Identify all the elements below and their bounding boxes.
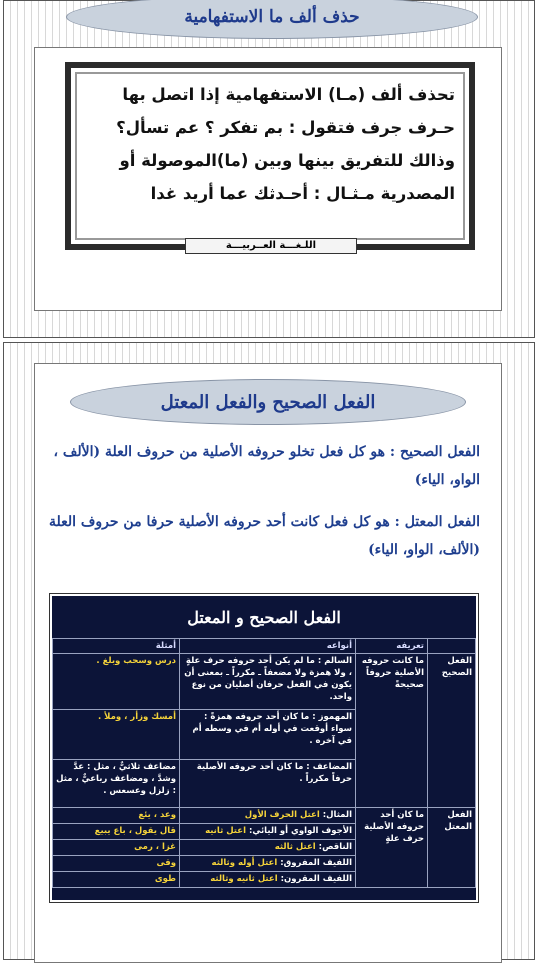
definition-text: : هو كل فعل كانت أحد حروفه الأصلية حرفا من حروف العلة (الألف، الواو، الياء) [48,514,480,558]
definition-label: الفعل المعتل [404,514,480,530]
type-text: : ما كان أحد حروفه همزةً : سواء أوقعت في أوله أم في وسطه أم في آخره . [192,712,352,746]
type-label: المهموز [318,712,352,722]
category-cell: الفعل المعتل [428,808,476,888]
type-cell [180,654,356,710]
category-cell: الفعل الصحيح [428,654,476,808]
type-label: اللفيف المقرون: [280,874,352,884]
card2-title: الفعل الصحيح والفعل المعتل [160,391,376,413]
framed-text-box [65,62,475,250]
definition-label: الفعل الصحيح [399,444,480,460]
card1-content-panel [34,47,502,311]
type-label: المضاعف [312,762,352,772]
framed-line: تحذف ألف (مـا) الاستفهامية إذا اتصل بها [122,85,455,104]
lesson-card-1 [3,0,535,338]
example-cell: طوى [53,872,180,888]
type-text: اعتل الحرف الأول [244,810,320,820]
table-header-row [53,639,476,654]
card2-title-banner [70,379,466,425]
definition-text: : هو كل فعل تخلو حروفه الأصلية من حروف العلة (الألف ، الواو، الياء) [53,444,480,488]
type-text: : ما لم يكن أحد حروفه حرف علةٍ ، ولا همزة ولا مضعفاً ـ مكرراً ـ بمعنى أن يكون في الفعل حرفان أصليان من نوع واحد. [184,656,352,702]
type-cell [180,808,356,824]
type-label: الناقص: [318,842,352,852]
type-cell [180,824,356,840]
type-label: السالم [324,656,352,666]
example-cell: أمسك وزأر ، وملأ . [53,710,180,760]
type-text: اعتل ثانيه وثالثه [210,874,278,884]
verbs-table [50,594,478,902]
definition-mutal [40,508,480,564]
type-text: اعتل أوله وثالثه [211,858,278,868]
type-cell [180,856,356,872]
header-cell: أمثلة [53,639,180,654]
example-cell: مضاعف ثلاثيٌّ ، مثل : عدَّ وشدَّ ، ومضاعف رباعيٌّ ، مثل : زلزل وعسعس . [53,760,180,808]
header-cell [428,639,476,654]
definition-cell: ما كانت حروفه الأصلية حروفاً صحيحةً [356,654,428,808]
example-cell: وعد ، يئع [53,808,180,824]
type-text: : ما كان أحد حروفه الأصلية حرفاً مكرراً . [196,762,352,784]
example-cell: درس وسحب وبلغ . [53,654,180,710]
type-text: اعتل ثالثه [274,842,316,852]
framed-caption: اللـغـــة العــربيـــة [185,238,357,254]
table-row [53,808,476,824]
example-cell: غزا ، رمى [53,840,180,856]
type-text: اعتل ثانيه [205,826,246,836]
framed-line: المصدرية مـثـال : أحـدثك عما أريد غدا [150,184,455,203]
type-cell [180,760,356,808]
definition-cell: ما كان أحد حروفه الأصلية حرف علةٍ [356,808,428,888]
framed-text [85,78,455,210]
table-row [53,654,476,710]
type-label: المثال: [322,810,352,820]
framed-line: حـرف جرف فتقول : بم تفكر ؟ عم تسأل؟ [116,118,455,137]
example-cell: قال يقول ، باع يبيع [53,824,180,840]
framed-line: وذالك للتفريق بينها وبين (ما)الموصولة أو [119,151,455,170]
type-label: الأجوف الواوي أو اليائي: [248,826,352,836]
header-cell: أنواعه [180,639,356,654]
type-cell [180,710,356,760]
type-label: اللفيف المفروق: [280,858,352,868]
example-cell: وقى [53,856,180,872]
verbs-grid [52,638,476,888]
card1-title-banner [66,0,478,39]
header-cell: تعريفه [356,639,428,654]
type-cell [180,872,356,888]
card1-title: حذف ألف ما الاستفهامية [184,7,360,27]
table-title: الفعل الصحيح و المعتل [187,607,341,627]
type-cell [180,840,356,856]
definition-sahih [40,438,480,494]
